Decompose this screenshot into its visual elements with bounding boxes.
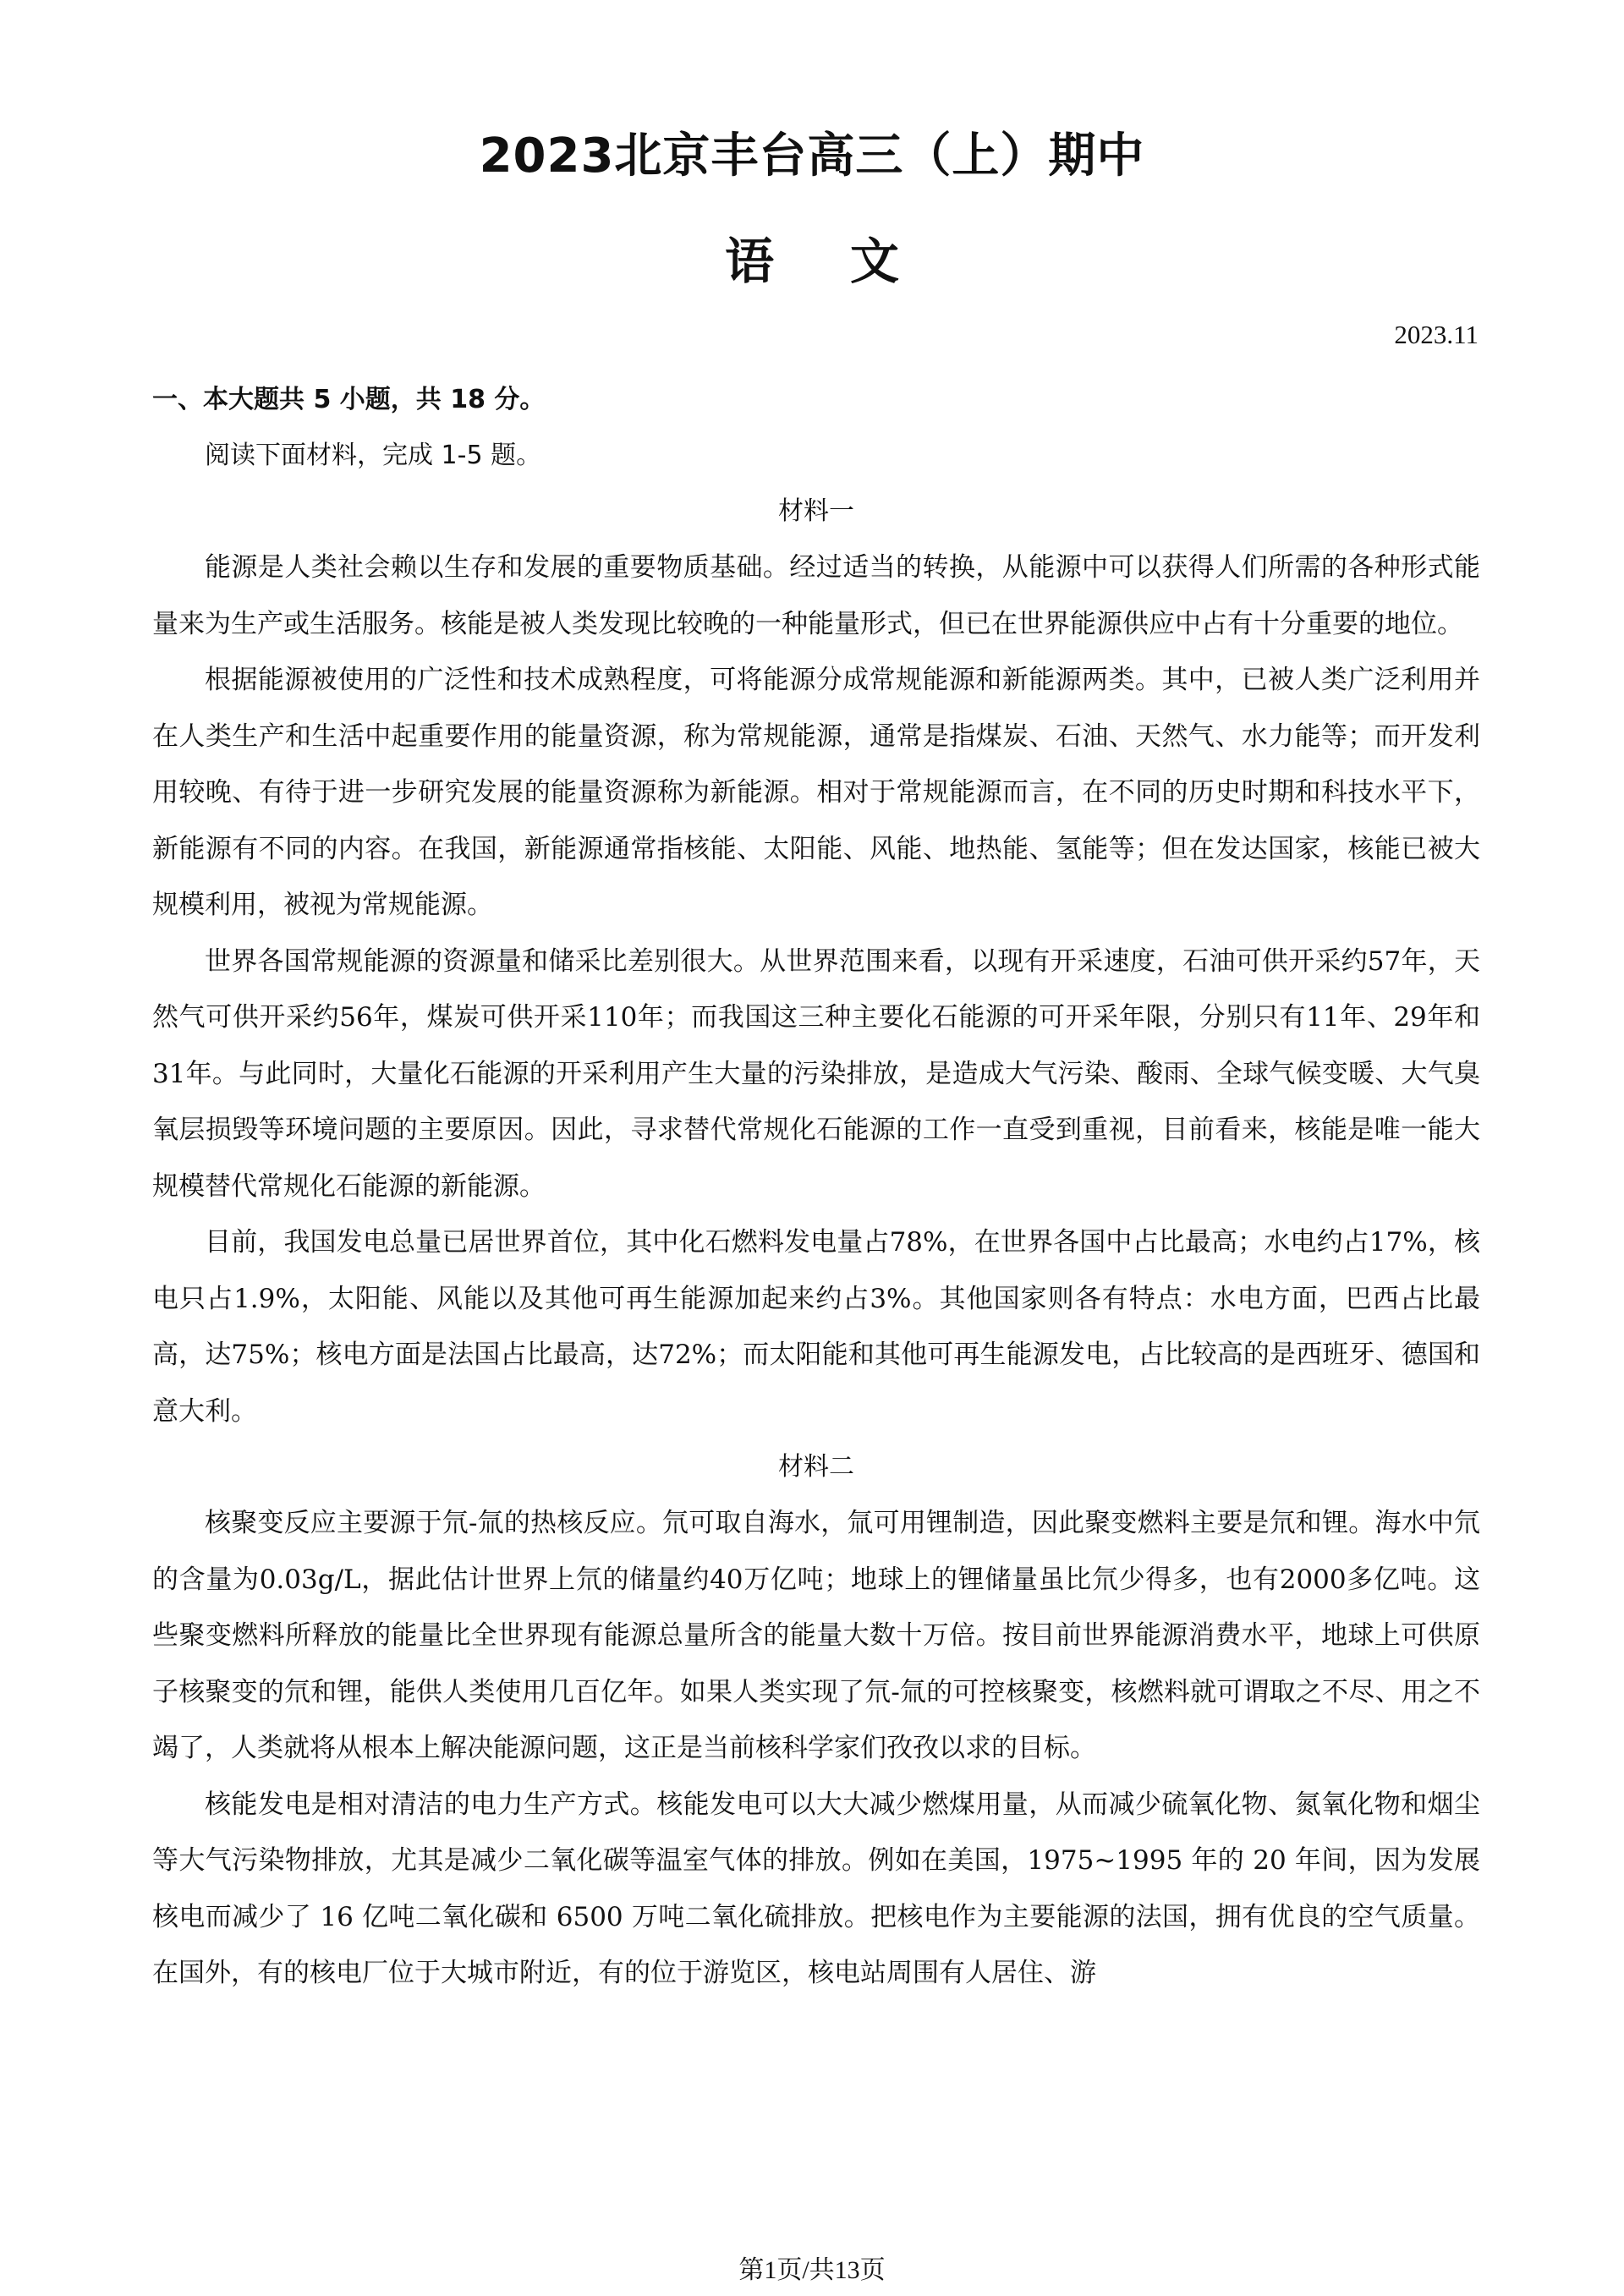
page-title: 2023北京丰台高三（上）期中 xyxy=(479,129,1145,184)
document-body xyxy=(152,372,1480,2002)
material-two-paragraph: 核聚变反应主要源于氘-氚的热核反应。氘可取自海水，氚可用锂制造，因此聚变燃料主要是氘和锂。海水中氘的含量为0.03g/L，据此估计世界上氘的储量约40万亿吨；地球上的锂储量虽比氘少得多，也有2000多亿吨。这些聚变燃料所释放的能量比全世界现有能源总量所含的能量大数十万倍。按目前世界能源消费水平，地球上可供原子核聚变的氘和锂，能供人类使用几百亿年。如果人类实现了氘-氚的可控核聚变，核燃料就可谓取之不尽、用之不竭了，人类就将从根本上解决能源问题，这正是当前核科学家们孜孜以求的目标。 xyxy=(152,1508,1480,1763)
section-heading: 一、本大题共 5 小题，共 18 分。 xyxy=(152,385,546,414)
section-instruction: 阅读下面材料，完成 1-5 题。 xyxy=(205,441,542,470)
subject-title: 语文 xyxy=(724,233,975,290)
material-two-title: 材料二 xyxy=(778,1452,854,1482)
material-one-paragraph: 根据能源被使用的广泛性和技术成熟程度，可将能源分成常规能源和新能源两类。其中，已被人类广泛利用并在人类生产和生活中起重要作用的能量资源，称为常规能源，通常是指煤炭、石油、天然气、水力能等；而开发利用较晚、有待于进一步研究发展的能量资源称为新能源。相对于常规能源而言，在不同的历史时期和科技水平下，新能源有不同的内容。在我国，新能源通常指核能、太阳能、风能、地热能、氢能等；但在发达国家，核能已被大规模利用，被视为常规能源。 xyxy=(152,665,1480,920)
material-one-paragraph: 能源是人类社会赖以生存和发展的重要物质基础。经过适当的转换，从能源中可以获得人们所需的各种形式能量来为生产或生活服务。核能是被人类发现比较晚的一种能量形式，但已在世界能源供应中占有十分重要的地位。 xyxy=(152,552,1480,639)
material-two-paragraph: 核能发电是相对清洁的电力生产方式。核能发电可以大大减少燃煤用量，从而减少硫氧化物、氮氧化物和烟尘等大气污染物排放，尤其是减少二氧化碳等温室气体的排放。例如在美国，1975~1995 年的 20 年间，因为发展核电而减少了 16 亿吨二氧化碳和 6500 万吨二氧化硫排放。把核电作为主要能源的法国，拥有优良的空气质量。在国外，有的核电厂位于大城市附近，有的位于游览区，核电站周围有人居住、游 xyxy=(152,1789,1480,1988)
material-one-paragraph: 世界各国常规能源的资源量和储采比差别很大。从世界范围来看，以现有开采速度，石油可供开采约57年，天然气可供开采约56年，煤炭可供开采110年；而我国这三种主要化石能源的可开采年限，分别只有11年、29年和 31年。与此同时，大量化石能源的开采利用产生大量的污染排放，是造成大气污染、酸雨、全球气候变暖、大气臭氧层损毁等环境问题的主要原因。因此，寻求替代常规化石能源的工作一直受到重视，目前看来，核能是唯一能大规模替代常规化石能源的新能源。 xyxy=(152,945,1480,1202)
page-number: 第1页/共13页 xyxy=(738,2256,886,2284)
material-one-paragraph: 目前，我国发电总量已居世界首位，其中化石燃料发电量占78%，在世界各国中占比最高；水电约占17%，核电只占1.9%，太阳能、风能以及其他可再生能源加起来约占3%。其他国家则各有特点：水电方面，巴西占比最高，达75%；核电方面是法国占比最高，达72%；而太阳能和其他可再生能源发电，占比较高的是西班牙、德国和意大利。 xyxy=(152,1227,1480,1427)
exam-date: 2023.11 xyxy=(1394,320,1479,349)
material-one-title: 材料一 xyxy=(778,496,854,526)
